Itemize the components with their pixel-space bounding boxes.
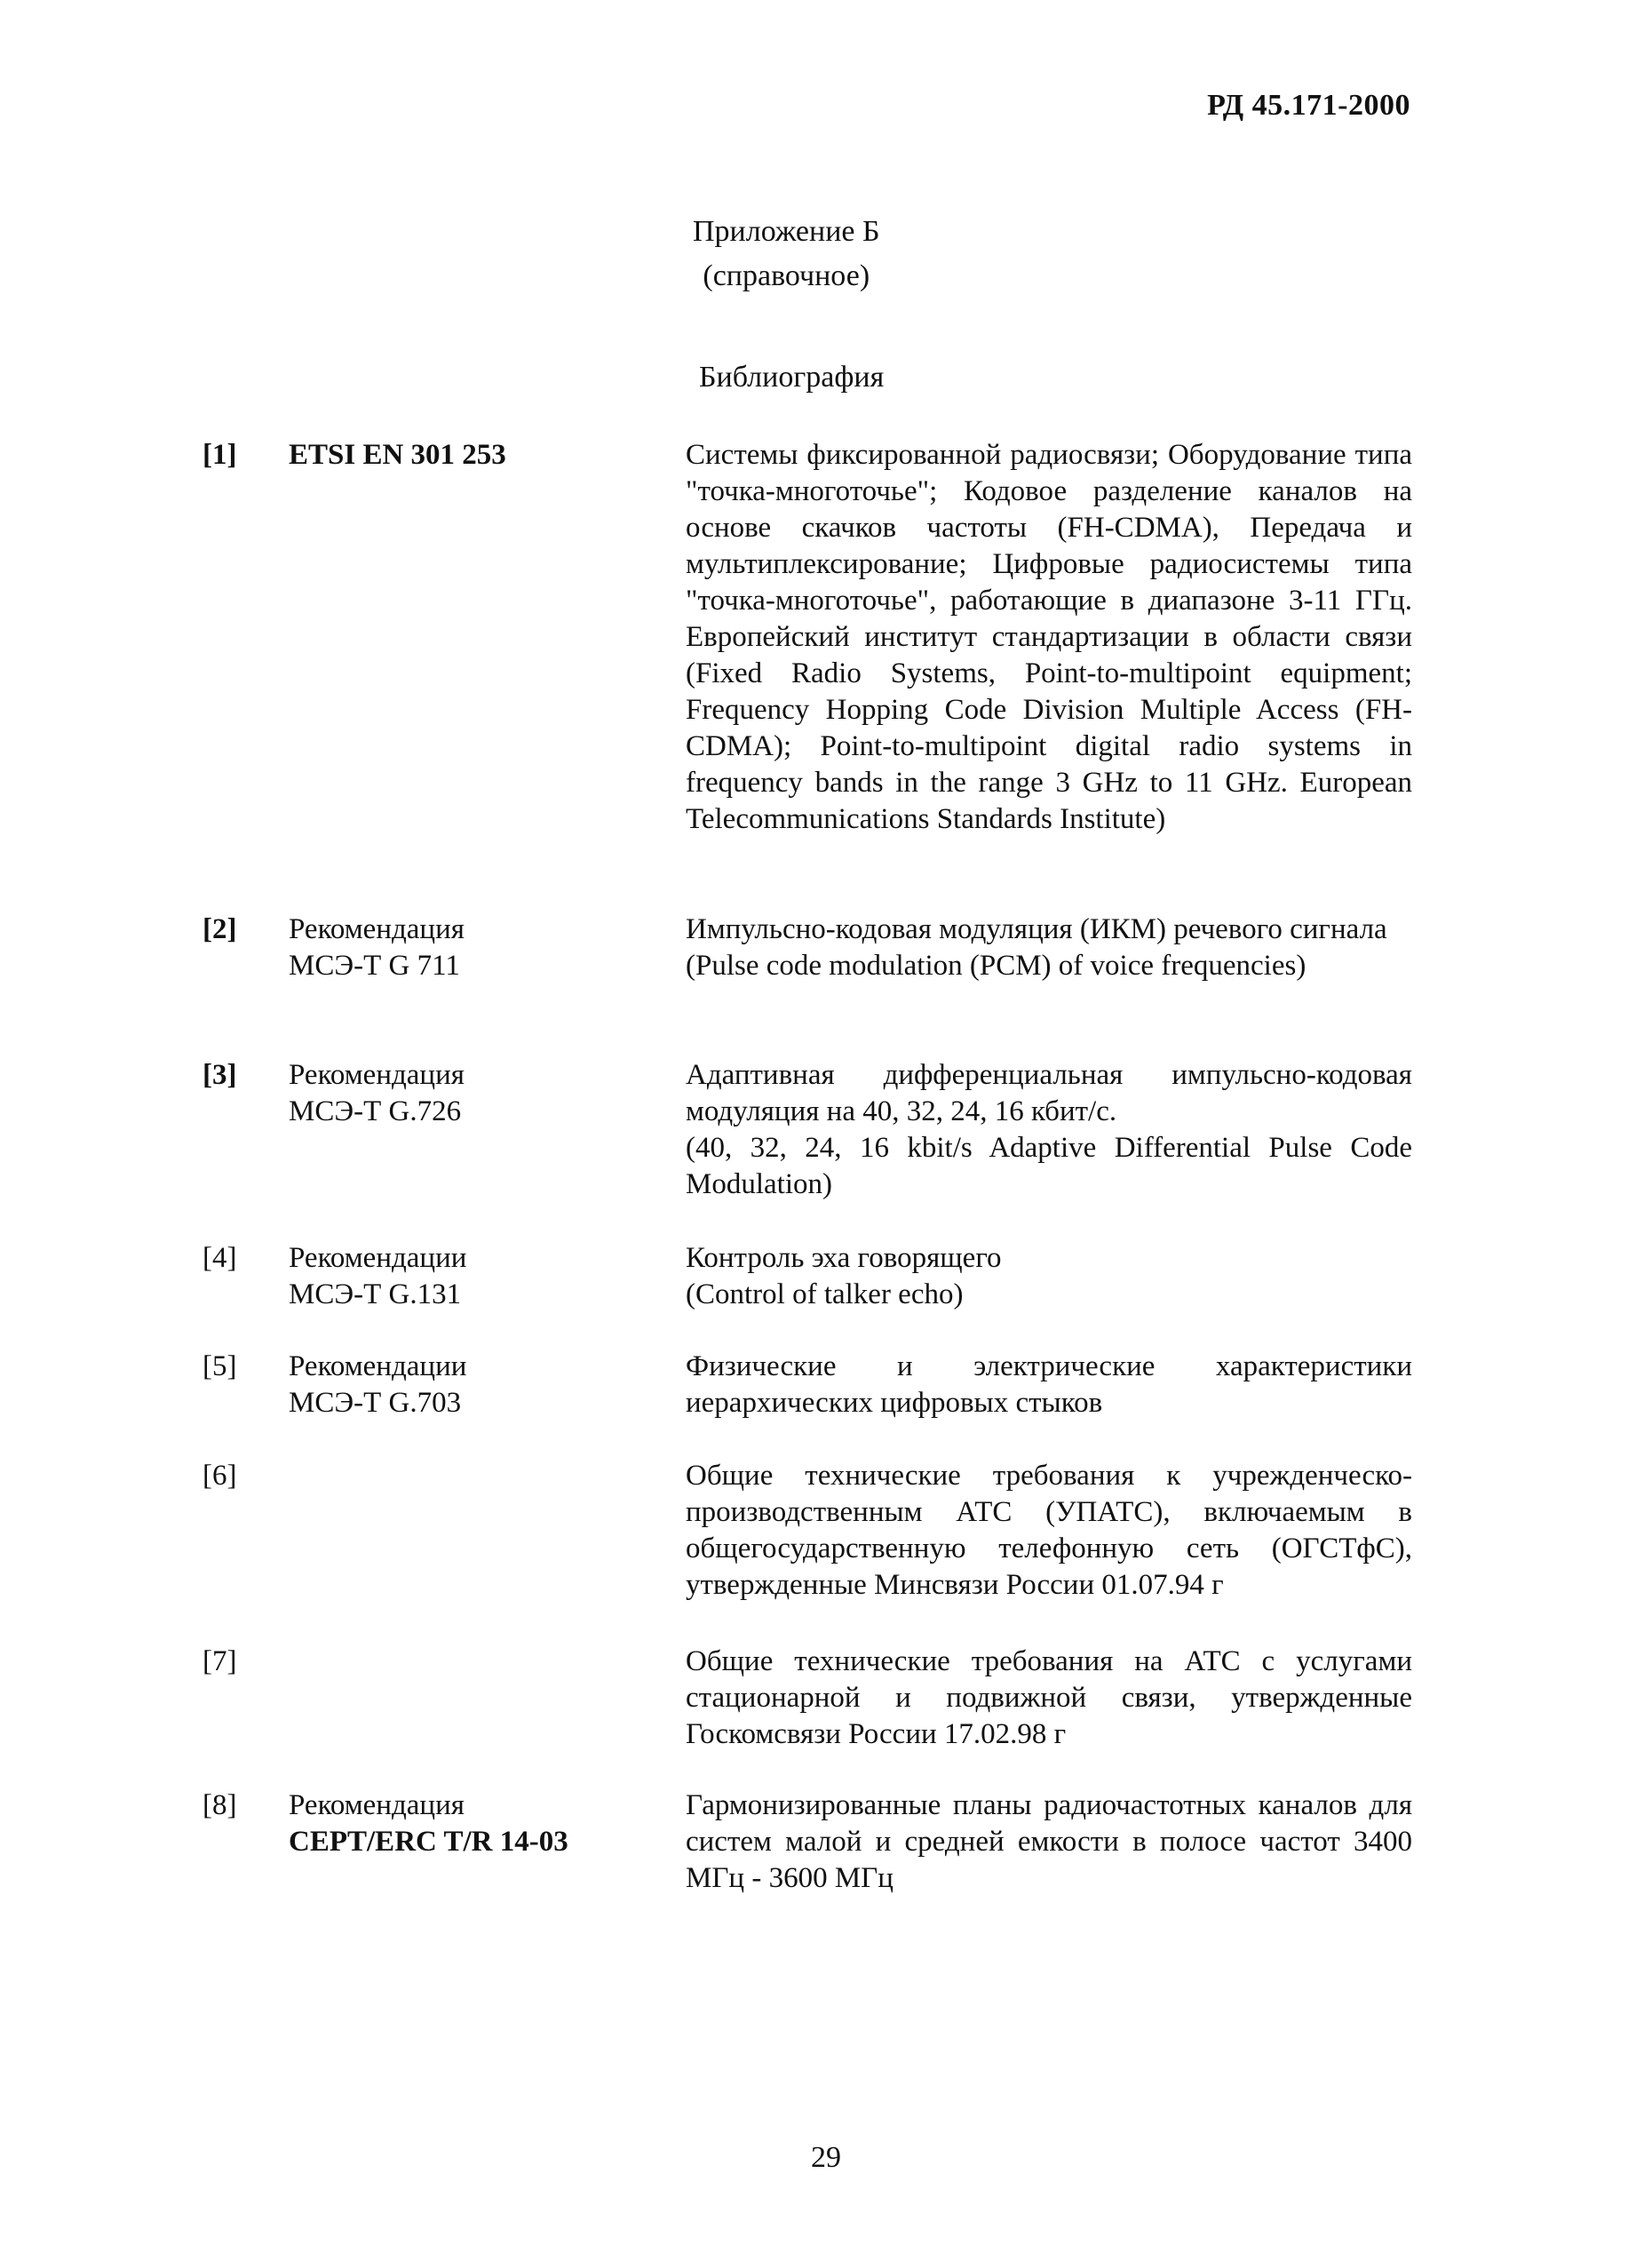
entry-paragraph: Импульсно-кодовая модуляция (ИКМ) речевого сигнала xyxy=(686,913,1387,945)
entry-number: [5] xyxy=(203,1350,237,1382)
entry-paragraph: Адаптивная дифференциальная импульсно-кодовая модуляция на 40, 32, 24, 16 кбит/с. xyxy=(686,1059,1412,1127)
entry-description xyxy=(686,1458,1412,1604)
entry-standard xyxy=(289,912,626,984)
entry-paragraph: Общие технические требования на АТС с услугами стационарной и подвижной связи, утвержденные Госкомсвязи России 17.02.98 г xyxy=(686,1645,1412,1750)
entry-standard-line2: МСЭ-Т G.726 xyxy=(289,1095,462,1127)
entry-description xyxy=(686,1644,1412,1753)
entry-number: [3] xyxy=(203,1059,237,1091)
bibliography-title: Библиография xyxy=(699,361,885,394)
entry-description xyxy=(686,912,1412,984)
entry-standard-line2: МСЭ-Т G.703 xyxy=(289,1387,462,1419)
entry-standard-line1: Рекомендация xyxy=(289,1789,465,1821)
entry-paragraph: Гармонизированные планы радиочастотных каналов для систем малой и средней емкости в полосе частот 3400 МГц - 3600 МГц xyxy=(686,1789,1412,1894)
entry-standard-line1: Рекомендация xyxy=(289,913,465,945)
entry-standard xyxy=(289,437,626,474)
page-number: 29 xyxy=(811,2141,841,2174)
entry-paragraph: Физические и электрические характеристики иерархических цифровых стыков xyxy=(686,1350,1412,1419)
entry-paragraph: Общие технические требования к учрежденческо-производственным АТС (УПАТС), включаемым в общегосударственную телефонную сеть (ОГСТфС), утвержденные Минсвязи России 01.07.94 г xyxy=(686,1460,1412,1601)
entry-standard xyxy=(289,1787,626,1860)
entry-standard-line1: ETSI EN 301 253 xyxy=(289,439,506,471)
entry-standard-line2: МСЭ-Т G.131 xyxy=(289,1278,462,1310)
entry-description xyxy=(686,437,1412,838)
entry-description xyxy=(686,1349,1412,1421)
entry-paragraph: (Control of talker echo) xyxy=(686,1278,964,1310)
entry-standard xyxy=(289,1057,626,1130)
entry-number: [4] xyxy=(203,1242,237,1274)
entry-number: [7] xyxy=(203,1645,237,1677)
entry-description xyxy=(686,1240,1412,1313)
entry-number: [2] xyxy=(203,913,237,945)
entry-standard-line2: CEPT/ERC T/R 14-03 xyxy=(289,1826,568,1858)
entry-paragraph: (Pulse code modulation (PCM) of voice frequencies) xyxy=(686,950,1307,982)
entry-standard-line2: МСЭ-Т G 711 xyxy=(289,950,460,982)
entry-standard-line1: Рекомендации xyxy=(289,1242,467,1274)
entry-description xyxy=(686,1057,1412,1203)
document-code: РД 45.171-2000 xyxy=(1207,89,1410,122)
entry-description xyxy=(686,1787,1412,1897)
entry-number: [8] xyxy=(203,1789,237,1821)
entry-number: [1] xyxy=(203,439,237,471)
entry-number: [6] xyxy=(203,1460,237,1492)
entry-standard-line1: Рекомендации xyxy=(289,1350,467,1382)
entry-standard xyxy=(289,1240,626,1313)
entry-standard xyxy=(289,1349,626,1421)
appendix-subtitle: (справочное) xyxy=(703,259,870,292)
entry-paragraph: Системы фиксированной радиосвязи; Оборудование типа "точка-многоточье"; Кодовое разделение каналов на основе скачков частоты (FH-CDMA), Передача и мультиплексирование; Цифровые радиосистемы типа "точка-многоточье", работающие в диапазоне 3-11 ГГц. Европейский институт стандартизации в области связи (Fixed Radio Systems, Point-to-multipoint equipment; Frequency Hopping Code Division Multiple Access (FH-CDMA); Point-to-multipoint digital radio systems in frequency bands in the range 3 GHz to 11 GHz. European Telecommunications Standards Institute) xyxy=(686,439,1412,835)
entry-paragraph: (40, 32, 24, 16 kbit/s Adaptive Differential Pulse Code Modulation) xyxy=(686,1132,1412,1200)
appendix-heading xyxy=(693,210,880,299)
entry-standard-line1: Рекомендация xyxy=(289,1059,465,1091)
entry-paragraph: Контроль эха говорящего xyxy=(686,1242,1002,1274)
appendix-title: Приложение Б xyxy=(693,215,880,248)
